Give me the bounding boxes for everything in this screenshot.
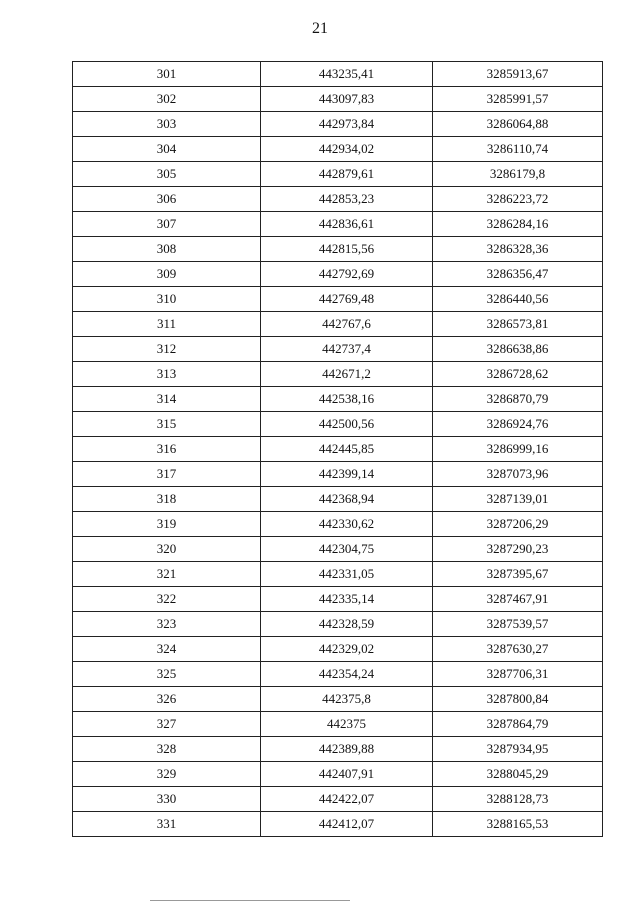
table-row (73, 62, 603, 87)
x-coordinate-cell: 442445,85 (261, 437, 433, 462)
table-row (73, 687, 603, 712)
coordinates-table (72, 61, 603, 837)
x-coordinate-cell: 442853,23 (261, 187, 433, 212)
x-coordinate-cell: 442329,02 (261, 637, 433, 662)
x-coordinate-cell: 442368,94 (261, 487, 433, 512)
table-row (73, 412, 603, 437)
x-coordinate-cell: 442304,75 (261, 537, 433, 562)
point-number-cell: 319 (73, 512, 261, 537)
table-row (73, 362, 603, 387)
point-number-cell: 331 (73, 812, 261, 837)
x-coordinate-cell: 442412,07 (261, 812, 433, 837)
point-number-cell: 310 (73, 287, 261, 312)
point-number-cell: 316 (73, 437, 261, 462)
table-row (73, 512, 603, 537)
x-coordinate-cell: 442836,61 (261, 212, 433, 237)
point-number-cell: 317 (73, 462, 261, 487)
y-coordinate-cell: 3287864,79 (433, 712, 603, 737)
x-coordinate-cell: 442389,88 (261, 737, 433, 762)
table-row (73, 287, 603, 312)
y-coordinate-cell: 3287073,96 (433, 462, 603, 487)
point-number-cell: 327 (73, 712, 261, 737)
x-coordinate-cell: 442407,91 (261, 762, 433, 787)
table-row (73, 762, 603, 787)
point-number-cell: 322 (73, 587, 261, 612)
point-number-cell: 329 (73, 762, 261, 787)
point-number-cell: 309 (73, 262, 261, 287)
y-coordinate-cell: 3288165,53 (433, 812, 603, 837)
y-coordinate-cell: 3285991,57 (433, 87, 603, 112)
x-coordinate-cell: 442354,24 (261, 662, 433, 687)
y-coordinate-cell: 3288045,29 (433, 762, 603, 787)
y-coordinate-cell: 3287290,23 (433, 537, 603, 562)
point-number-cell: 305 (73, 162, 261, 187)
point-number-cell: 313 (73, 362, 261, 387)
x-coordinate-cell: 442792,69 (261, 262, 433, 287)
table-row (73, 737, 603, 762)
table-row (73, 337, 603, 362)
table-row (73, 187, 603, 212)
point-number-cell: 314 (73, 387, 261, 412)
x-coordinate-cell: 442328,59 (261, 612, 433, 637)
x-coordinate-cell: 442879,61 (261, 162, 433, 187)
x-coordinate-cell: 442375 (261, 712, 433, 737)
point-number-cell: 320 (73, 537, 261, 562)
x-coordinate-cell: 442934,02 (261, 137, 433, 162)
x-coordinate-cell: 442671,2 (261, 362, 433, 387)
y-coordinate-cell: 3286110,74 (433, 137, 603, 162)
point-number-cell: 326 (73, 687, 261, 712)
table-row (73, 487, 603, 512)
table-row (73, 387, 603, 412)
y-coordinate-cell: 3287706,31 (433, 662, 603, 687)
point-number-cell: 302 (73, 87, 261, 112)
point-number-cell: 323 (73, 612, 261, 637)
table-row (73, 212, 603, 237)
x-coordinate-cell: 442500,56 (261, 412, 433, 437)
y-coordinate-cell: 3286064,88 (433, 112, 603, 137)
y-coordinate-cell: 3286573,81 (433, 312, 603, 337)
x-coordinate-cell: 443235,41 (261, 62, 433, 87)
table-row (73, 787, 603, 812)
table-row (73, 137, 603, 162)
x-coordinate-cell: 442769,48 (261, 287, 433, 312)
y-coordinate-cell: 3287539,57 (433, 612, 603, 637)
table-row (73, 587, 603, 612)
x-coordinate-cell: 442422,07 (261, 787, 433, 812)
table-row (73, 637, 603, 662)
point-number-cell: 328 (73, 737, 261, 762)
point-number-cell: 304 (73, 137, 261, 162)
y-coordinate-cell: 3286440,56 (433, 287, 603, 312)
point-number-cell: 301 (73, 62, 261, 87)
x-coordinate-cell: 442538,16 (261, 387, 433, 412)
y-coordinate-cell: 3287206,29 (433, 512, 603, 537)
footer-divider (150, 900, 350, 901)
x-coordinate-cell: 442331,05 (261, 562, 433, 587)
point-number-cell: 308 (73, 237, 261, 262)
x-coordinate-cell: 442335,14 (261, 587, 433, 612)
page-number: 21 (312, 20, 328, 37)
x-coordinate-cell: 442399,14 (261, 462, 433, 487)
table-row (73, 712, 603, 737)
point-number-cell: 325 (73, 662, 261, 687)
table-row (73, 812, 603, 837)
x-coordinate-cell: 443097,83 (261, 87, 433, 112)
y-coordinate-cell: 3286870,79 (433, 387, 603, 412)
point-number-cell: 303 (73, 112, 261, 137)
table-row (73, 237, 603, 262)
x-coordinate-cell: 442330,62 (261, 512, 433, 537)
y-coordinate-cell: 3285913,67 (433, 62, 603, 87)
table-row (73, 662, 603, 687)
y-coordinate-cell: 3287800,84 (433, 687, 603, 712)
point-number-cell: 315 (73, 412, 261, 437)
x-coordinate-cell: 442815,56 (261, 237, 433, 262)
table-row (73, 312, 603, 337)
table-row (73, 87, 603, 112)
y-coordinate-cell: 3286999,16 (433, 437, 603, 462)
table-row (73, 462, 603, 487)
point-number-cell: 312 (73, 337, 261, 362)
y-coordinate-cell: 3286638,86 (433, 337, 603, 362)
y-coordinate-cell: 3287934,95 (433, 737, 603, 762)
y-coordinate-cell: 3287395,67 (433, 562, 603, 587)
point-number-cell: 307 (73, 212, 261, 237)
y-coordinate-cell: 3287467,91 (433, 587, 603, 612)
y-coordinate-cell: 3286924,76 (433, 412, 603, 437)
table-row (73, 262, 603, 287)
point-number-cell: 306 (73, 187, 261, 212)
table-row (73, 562, 603, 587)
y-coordinate-cell: 3287630,27 (433, 637, 603, 662)
y-coordinate-cell: 3288128,73 (433, 787, 603, 812)
x-coordinate-cell: 442973,84 (261, 112, 433, 137)
y-coordinate-cell: 3286328,36 (433, 237, 603, 262)
y-coordinate-cell: 3286728,62 (433, 362, 603, 387)
table-row (73, 612, 603, 637)
y-coordinate-cell: 3287139,01 (433, 487, 603, 512)
y-coordinate-cell: 3286179,8 (433, 162, 603, 187)
coordinates-table-body (73, 62, 603, 837)
y-coordinate-cell: 3286284,16 (433, 212, 603, 237)
x-coordinate-cell: 442375,8 (261, 687, 433, 712)
point-number-cell: 330 (73, 787, 261, 812)
x-coordinate-cell: 442767,6 (261, 312, 433, 337)
table-row (73, 162, 603, 187)
point-number-cell: 311 (73, 312, 261, 337)
point-number-cell: 321 (73, 562, 261, 587)
point-number-cell: 324 (73, 637, 261, 662)
table-row (73, 437, 603, 462)
y-coordinate-cell: 3286223,72 (433, 187, 603, 212)
point-number-cell: 318 (73, 487, 261, 512)
table-row (73, 112, 603, 137)
y-coordinate-cell: 3286356,47 (433, 262, 603, 287)
x-coordinate-cell: 442737,4 (261, 337, 433, 362)
table-row (73, 537, 603, 562)
